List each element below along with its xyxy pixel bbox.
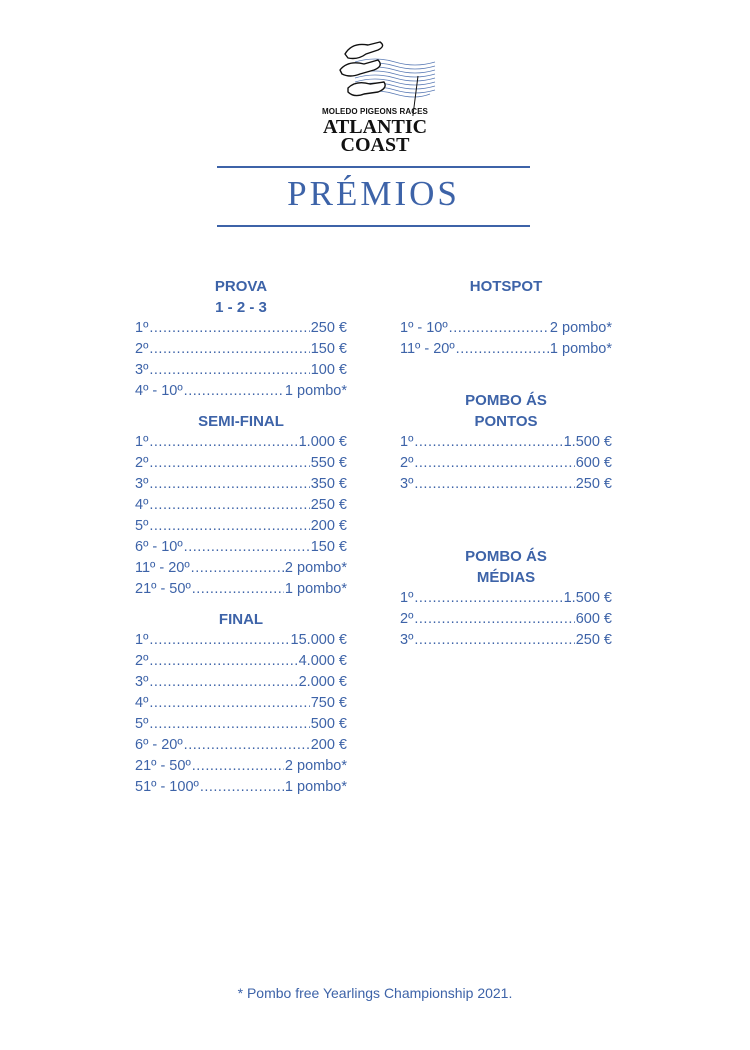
dot-leader [184, 735, 310, 756]
prize-row [135, 360, 347, 381]
prize-value: 4.000 € [298, 653, 347, 669]
prize-position: 3º [135, 476, 149, 492]
dot-leader [149, 672, 297, 693]
prize-row [135, 693, 347, 714]
title-bottom-rule [217, 225, 530, 227]
prize-position: 11º - 20º [135, 560, 190, 576]
prize-position: 5º [135, 518, 149, 534]
prize-list [400, 318, 612, 360]
prize-position: 4º - 10º [135, 383, 183, 399]
prize-row [400, 609, 612, 630]
dot-leader [149, 630, 289, 651]
prize-value: 2 pombo* [549, 320, 612, 336]
prize-value: 1.500 € [563, 434, 612, 450]
prize-position: 6º - 10º [135, 539, 183, 555]
prize-position: 1º - 10º [400, 320, 448, 336]
prize-row [135, 537, 347, 558]
prize-value: 150 € [310, 341, 347, 357]
prize-list [135, 432, 347, 600]
dot-leader [149, 693, 309, 714]
prize-row [400, 318, 612, 339]
prize-row [135, 630, 347, 651]
section-semifinal [135, 411, 347, 600]
prize-position: 1º [400, 434, 414, 450]
dot-leader [149, 651, 297, 672]
section-subtitle: MÉDIAS [476, 569, 536, 586]
prize-value: 250 € [575, 476, 612, 492]
prize-row [135, 453, 347, 474]
dot-leader [456, 339, 549, 360]
dot-leader [414, 432, 562, 453]
prize-value: 750 € [310, 695, 347, 711]
logo [300, 36, 450, 156]
dot-leader [149, 339, 309, 360]
prize-list [135, 318, 347, 402]
prize-position: 3º [400, 632, 414, 648]
prize-value: 150 € [310, 539, 347, 555]
dot-leader [414, 630, 574, 651]
dot-leader [184, 381, 284, 402]
dot-leader [149, 318, 309, 339]
prize-value: 15.000 € [290, 632, 347, 648]
dot-leader [414, 588, 562, 609]
dot-leader [192, 756, 284, 777]
prize-value: 2.000 € [298, 674, 347, 690]
prize-row [135, 516, 347, 537]
prize-position: 21º - 50º [135, 758, 191, 774]
section-title: PROVA [214, 278, 268, 295]
prize-value: 250 € [575, 632, 612, 648]
prize-value: 1 pombo* [284, 383, 347, 399]
prize-row [135, 735, 347, 756]
prize-value: 500 € [310, 716, 347, 732]
prize-value: 200 € [310, 737, 347, 753]
dot-leader [414, 453, 574, 474]
prize-position: 2º [135, 455, 149, 471]
prize-value: 1 pombo* [284, 581, 347, 597]
dot-leader [149, 360, 309, 381]
prize-row [400, 630, 612, 651]
pigeons-logo-icon [300, 36, 450, 116]
prize-position: 6º - 20º [135, 737, 183, 753]
prize-position: 3º [400, 476, 414, 492]
section-pombo-medias [400, 546, 612, 651]
dot-leader [414, 474, 574, 495]
prize-row [135, 558, 347, 579]
section-subtitle: 1 - 2 - 3 [215, 299, 267, 316]
prize-row [400, 588, 612, 609]
prize-row [135, 381, 347, 402]
dot-leader [449, 318, 549, 339]
prize-row [135, 318, 347, 339]
prize-list [135, 630, 347, 798]
prize-row [135, 777, 347, 798]
prize-value: 1.500 € [563, 590, 612, 606]
prize-row [135, 714, 347, 735]
prize-row [135, 474, 347, 495]
dot-leader [149, 495, 309, 516]
prize-row [400, 453, 612, 474]
prize-value: 2 pombo* [284, 560, 347, 576]
logo-subtitle: MOLEDO PIGEONS RACES [321, 107, 428, 116]
prize-position: 3º [135, 674, 149, 690]
prize-value: 200 € [310, 518, 347, 534]
dot-leader [149, 516, 309, 537]
footnote: * Pombo free Yearlings Championship 2021. [237, 985, 513, 1001]
prize-position: 1º [400, 590, 414, 606]
prize-row [400, 339, 612, 360]
prize-position: 11º - 20º [400, 341, 455, 357]
prize-value: 350 € [310, 476, 347, 492]
prize-list [400, 588, 612, 651]
prize-value: 600 € [575, 455, 612, 471]
title-top-rule [217, 166, 530, 168]
section-final [135, 609, 347, 798]
section-subtitle: PONTOS [474, 413, 538, 430]
prize-value: 1.000 € [298, 434, 347, 450]
section-title: POMBO ÁS [465, 392, 547, 409]
prize-value: 600 € [575, 611, 612, 627]
section-pombo-pontos [400, 390, 612, 495]
prize-position: 2º [135, 653, 149, 669]
page-title: PRÉMIOS [287, 174, 460, 213]
prize-position: 2º [400, 611, 414, 627]
left-column [135, 276, 347, 798]
prize-value: 1 pombo* [284, 779, 347, 795]
prize-position: 4º [135, 695, 149, 711]
section-title: SEMI-FINAL [198, 413, 284, 430]
prize-value: 250 € [310, 320, 347, 336]
prize-position: 1º [135, 632, 149, 648]
prize-row [135, 651, 347, 672]
section-hotspot [400, 276, 612, 360]
prize-value: 100 € [310, 362, 347, 378]
section-prova [135, 276, 347, 402]
right-column [400, 276, 612, 651]
prize-row [135, 495, 347, 516]
prize-position: 1º [135, 320, 149, 336]
prize-position: 5º [135, 716, 149, 732]
dot-leader [149, 432, 297, 453]
logo-title-atlantic: ATLANTIC [322, 116, 428, 138]
dot-leader [200, 777, 284, 798]
prize-list [400, 432, 612, 495]
dot-leader [149, 474, 309, 495]
prize-value: 1 pombo* [549, 341, 612, 357]
dot-leader [149, 453, 309, 474]
prize-row [400, 474, 612, 495]
prize-value: 550 € [310, 455, 347, 471]
prize-row [135, 339, 347, 360]
dot-leader [414, 609, 574, 630]
prize-row [135, 579, 347, 600]
prize-row [400, 432, 612, 453]
dot-leader [149, 714, 309, 735]
prize-position: 2º [135, 341, 149, 357]
prize-value: 250 € [310, 497, 347, 513]
prize-row [135, 672, 347, 693]
prize-row [135, 432, 347, 453]
dot-leader [192, 579, 284, 600]
prize-value: 2 pombo* [284, 758, 347, 774]
dot-leader [191, 558, 284, 579]
prize-position: 1º [135, 434, 149, 450]
section-title: HOTSPOT [469, 278, 543, 295]
dot-leader [184, 537, 310, 558]
prize-position: 3º [135, 362, 149, 378]
section-title: POMBO ÁS [465, 548, 547, 565]
logo-title-coast: COAST [340, 134, 410, 156]
prize-position: 21º - 50º [135, 581, 191, 597]
prize-position: 4º [135, 497, 149, 513]
prize-position: 2º [400, 455, 414, 471]
prize-row [135, 756, 347, 777]
prize-position: 51º - 100º [135, 779, 199, 795]
section-title: FINAL [218, 611, 264, 628]
